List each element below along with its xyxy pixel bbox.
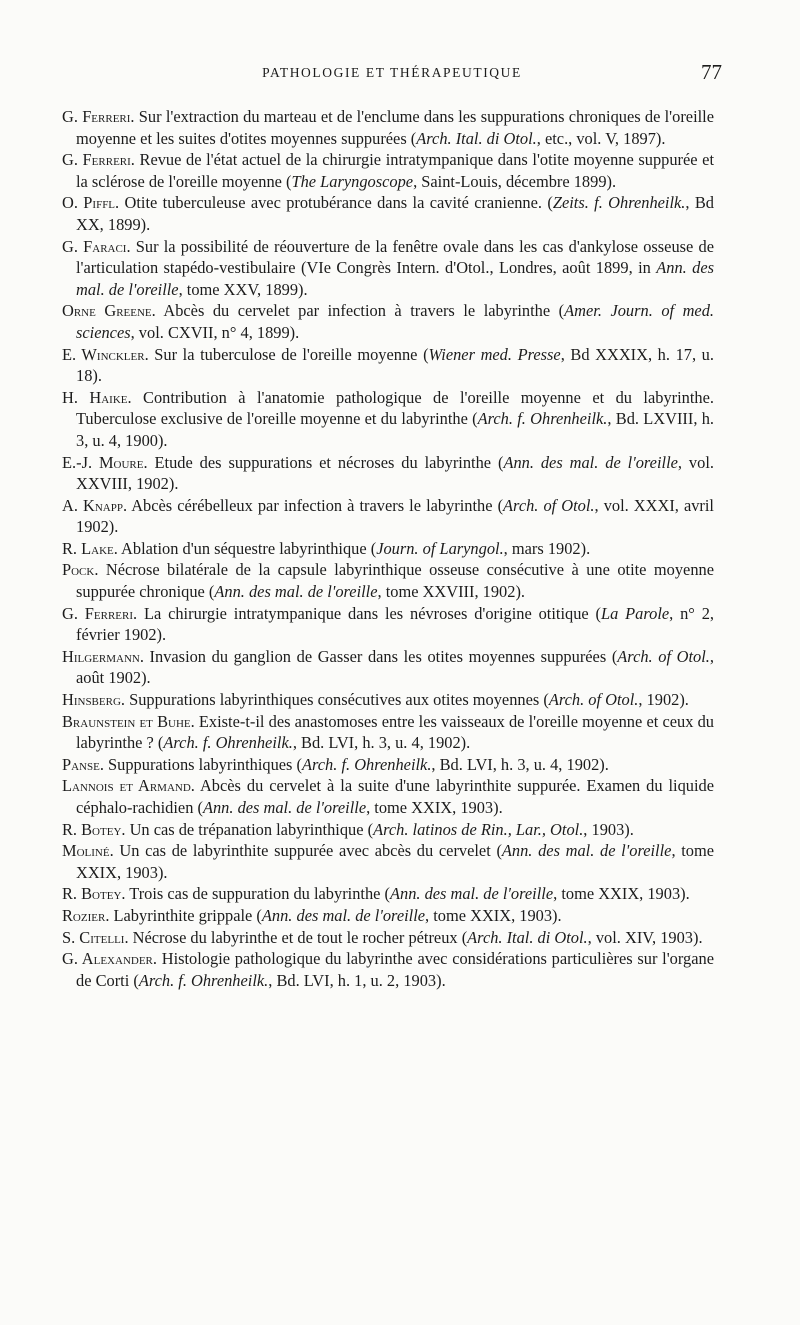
reference-details: , Bd. LVI, h. 3, u. 4, 1902). <box>431 754 609 774</box>
reference-journal: Arch. of Otol. <box>503 495 595 515</box>
reference-entry <box>62 689 714 711</box>
reference-journal: La Parole <box>601 603 670 623</box>
page-number: 77 <box>701 60 722 84</box>
reference-details: , 1902). <box>638 690 689 710</box>
reference-details: , tome XXIX, 1903). <box>553 884 690 904</box>
reference-journal: Ann. des mal. de l'oreille <box>389 884 554 904</box>
reference-author: Rozier. <box>62 905 110 925</box>
reference-entry <box>62 452 714 495</box>
reference-entry <box>62 646 714 689</box>
reference-entry <box>62 927 714 949</box>
reference-journal: Ann. des mal. de l'oreille <box>214 582 378 602</box>
reference-journal: Arch. Ital. di Otol. <box>467 927 588 947</box>
reference-details: , vol. CXVII, n° 4, 1899). <box>130 322 300 342</box>
reference-journal: The Laryngoscope <box>291 171 414 191</box>
reference-details: , Bd. LVI, h. 1, u. 2, 1903). <box>268 970 446 990</box>
reference-entry <box>62 192 714 235</box>
reference-journal: Ann. des mal. de l'oreille <box>76 258 714 299</box>
reference-author: Moliné. <box>62 841 114 861</box>
reference-entry <box>62 495 714 538</box>
reference-details: , vol. XXVIII, 1902). <box>76 452 714 494</box>
reference-title: Abcès du cervelet par infection à travers le labyrinthe ( <box>155 301 565 321</box>
reference-details: , août 1902). <box>76 646 714 688</box>
reference-journal: Ann. des mal. de l'oreille <box>261 905 426 925</box>
reference-author: Braunstein et Buhe. <box>62 711 195 731</box>
reference-title: Otite tuberculeuse avec protubérance dans la cavité cranienne. ( <box>119 193 553 213</box>
reference-title: Sur la tuberculose de l'oreille moyenne ( <box>148 344 429 364</box>
reference-journal: Ann. des mal. de l'oreille <box>202 798 367 817</box>
reference-title: Sur l'extraction du marteau et de l'enclume dans les suppurations chroniques de l'oreille moyenne et les suites d'otites moyennes suppurées ( <box>76 107 715 148</box>
reference-entry <box>62 711 714 754</box>
reference-author: G. Ferreri. <box>62 603 138 623</box>
reference-entry <box>62 387 714 452</box>
page-header <box>62 60 722 90</box>
reference-author: G. Ferreri. <box>62 107 135 126</box>
reference-journal: Ann. des mal. de l'oreille <box>501 841 672 861</box>
reference-details: , tome XXV, 1899). <box>178 279 308 299</box>
reference-title: Nécrose bilatérale de la capsule labyrinthique osseuse consécutive à une otite moyenne suppurée chronique ( <box>76 560 714 602</box>
reference-entry <box>62 883 714 905</box>
reference-journal: Arch. Ital. di Otol. <box>416 128 537 148</box>
reference-details: , Saint-Louis, décembre 1899). <box>413 171 617 191</box>
running-head: PATHOLOGIE ET THÉRAPEUTIQUE <box>262 65 522 80</box>
reference-title: Histologie pathologique du labyrinthe avec considérations particulières sur l'organe de Corti ( <box>76 949 714 990</box>
reference-title: Un cas de labyrinthite suppurée avec abcès du cervelet ( <box>113 841 502 861</box>
reference-title: Existe-t-il des anastomoses entre les vaisseaux de l'oreille moyenne et ceux du labyrinthe ? ( <box>76 711 714 753</box>
reference-details: , vol. XXXI, avril 1902). <box>76 495 714 537</box>
reference-entry <box>62 344 714 387</box>
reference-details: , Bd. LVI, h. 3, u. 4, 1902). <box>292 733 471 753</box>
reference-title: Revue de l'état actuel de la chirurgie intratympanique dans l'otite moyenne suppurée et la sclérose de l'oreille moyenne ( <box>76 150 715 191</box>
reference-author: E. Winckler. <box>62 344 149 364</box>
reference-title: Suppurations labyrinthiques consécutives aux otites moyennes ( <box>125 690 549 710</box>
reference-entry <box>62 603 714 646</box>
reference-entry <box>62 905 714 927</box>
reference-journal: Arch. f. Ohrenheilk. <box>477 409 608 429</box>
reference-author: O. Piffl. <box>62 193 120 213</box>
reference-author: Lannois et Armand. <box>62 776 195 796</box>
reference-details: , Bd XX, 1899). <box>76 193 714 234</box>
reference-journal: Arch. f. Ohrenheilk. <box>302 754 432 774</box>
reference-entry <box>62 840 714 883</box>
reference-journal: Journ. of Laryngol. <box>376 538 504 558</box>
reference-details: , mars 1902). <box>503 538 591 558</box>
reference-author: Orne Greene. <box>62 301 156 321</box>
reference-author: E.-J. Moure. <box>62 452 148 472</box>
reference-details: , tome XXVIII, 1902). <box>377 582 525 602</box>
reference-details: , 1903). <box>583 819 634 839</box>
reference-entry <box>62 106 714 149</box>
reference-title: Invasion du ganglion de Gasser dans les otites moyennes suppurées ( <box>143 646 618 666</box>
reference-entry <box>62 300 714 343</box>
reference-details: , tome XXIX, 1903). <box>425 905 562 925</box>
reference-journal: Arch. latinos de Rin., Lar., Otol. <box>373 819 584 839</box>
reference-journal: Zeits. f. Ohrenheilk. <box>552 193 686 213</box>
reference-title: Etude des suppurations et nécroses du labyrinthe ( <box>147 452 504 472</box>
reference-title: Ablation d'un séquestre labyrinthique ( <box>117 538 377 558</box>
reference-author: H. Haike. <box>62 387 132 407</box>
reference-entry <box>62 819 714 841</box>
reference-author: R. Botey. <box>62 884 126 904</box>
reference-details: , vol. XIV, 1903). <box>587 927 703 947</box>
reference-author: G. Ferreri. <box>62 150 135 170</box>
reference-journal: Arch. f. Ohrenheilk. <box>138 970 269 990</box>
reference-title: Abcès du cervelet à la suite d'une labyrinthite suppurée. Examen du liquide céphalo-rachidien ( <box>76 776 714 817</box>
reference-entry <box>62 775 714 818</box>
reference-author: S. Citelli. <box>62 927 129 947</box>
reference-details: , tome XXIX, 1903). <box>366 798 503 817</box>
reference-title: Sur la possibilité de réouverture de la fenêtre ovale dans les cas d'ankylose osseuse de l'articulation stapédo-vestibulaire (VIe Congrès Intern. d'Otol., Londres, août 1899, in <box>76 236 714 278</box>
reference-journal: Amer. Journ. of med. sciences <box>76 301 714 342</box>
reference-title: Abcès cérébelleux par infection à travers le labyrinthe ( <box>127 495 504 515</box>
reference-author: Hinsberg. <box>62 690 125 710</box>
reference-author: Pock. <box>62 560 99 580</box>
reference-author: A. Knapp. <box>62 495 128 515</box>
reference-journal: Arch. of Otol. <box>548 690 639 710</box>
reference-author: R. Botey. <box>62 819 126 839</box>
reference-title: Trois cas de suppuration du labyrinthe ( <box>125 884 390 904</box>
reference-entry <box>62 754 714 776</box>
reference-entry <box>62 948 714 991</box>
reference-title: Contribution à l'anatomie pathologique de l'oreille moyenne et du labyrinthe. Tuberculose exclusive de l'oreille moyenne et du labyrinthe ( <box>76 387 714 429</box>
reference-entry <box>62 559 714 602</box>
reference-title: Labyrinthite grippale ( <box>109 905 262 925</box>
reference-title: La chirurgie intratympanique dans les névroses d'origine otitique ( <box>137 603 601 623</box>
reference-entry <box>62 538 714 560</box>
reference-details: , Bd. LXVIII, h. 3, u. 4, 1900). <box>76 409 714 450</box>
bibliography-list <box>62 106 714 991</box>
reference-details: , n° 2, février 1902). <box>76 603 715 645</box>
reference-entry <box>62 149 714 192</box>
reference-author: Hilgermann. <box>62 646 144 666</box>
reference-author: Panse. <box>62 754 104 774</box>
reference-journal: Wiener med. Presse <box>428 344 561 364</box>
reference-details: , Bd XXXIX, h. 17, u. 18). <box>76 344 714 386</box>
reference-journal: Arch. f. Ohrenheilk. <box>163 733 293 753</box>
reference-author: G. Faraci. <box>62 236 131 256</box>
reference-title: Nécrose du labyrinthe et de tout le rocher pétreux ( <box>128 927 468 947</box>
reference-title: Un cas de trépanation labyrinthique ( <box>125 819 374 839</box>
reference-author: G. Alexander. <box>62 949 157 969</box>
reference-entry <box>62 236 714 301</box>
reference-journal: Arch. of Otol. <box>617 646 710 666</box>
reference-details: , etc., vol. V, 1897). <box>536 128 666 148</box>
reference-author: R. Lake. <box>62 538 118 558</box>
reference-details: , tome XXIX, 1903). <box>76 841 715 882</box>
reference-title: Suppurations labyrinthiques ( <box>103 754 302 774</box>
reference-journal: Ann. des mal. de l'oreille <box>503 452 678 472</box>
